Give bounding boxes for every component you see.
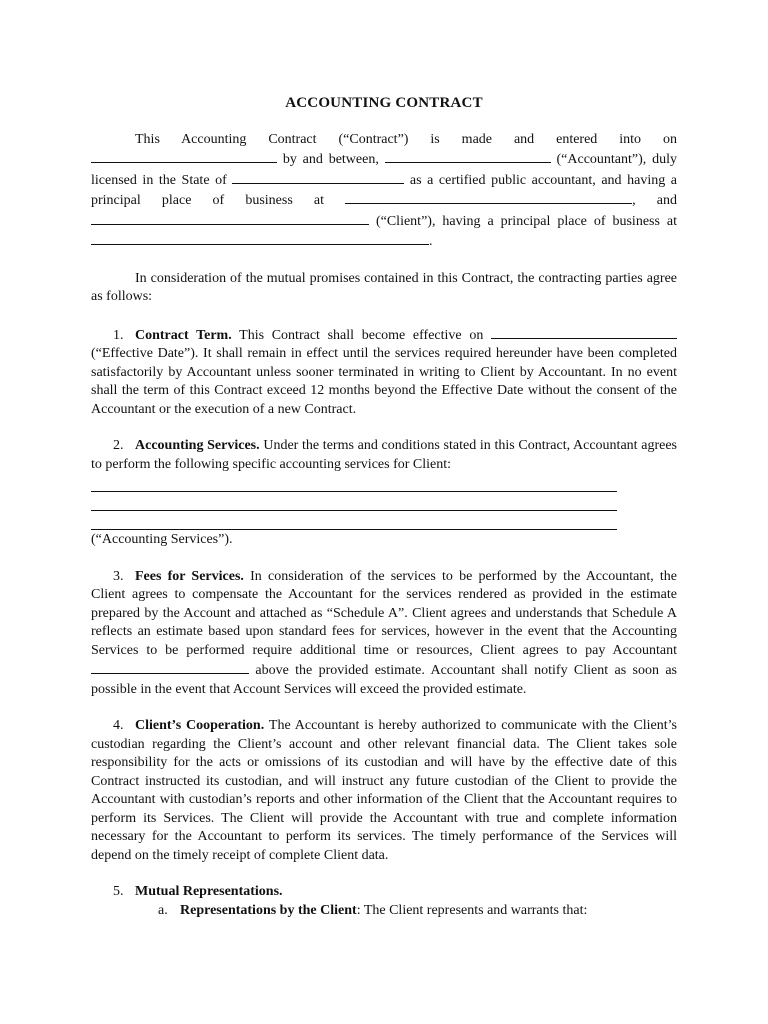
subsection-client-representations: [91, 902, 677, 921]
accountant-name-blank[interactable]: [385, 149, 551, 163]
section-number: 3.: [113, 568, 124, 584]
services-blank-line[interactable]: [91, 474, 617, 492]
section-text: above the provided estimate. Accountant shall notify Client as soon as possible in the event that Account Services will exceed the provided estimate.: [91, 663, 677, 697]
section-number: 5.: [113, 884, 124, 899]
section-number: 4.: [113, 718, 124, 733]
accountant-address-blank[interactable]: [345, 190, 632, 204]
consideration-paragraph: In consideration of the mutual promises contained in this Contract, the contracting parties agree as follows:: [91, 270, 677, 304]
section-text: (“Effective Date”). It shall remain in effect until the services required hereunder have been completed satisfactorily by Accountant unless sooner terminated in writing to Client by Accountant. In no event shall the term of this Contract exceed 12 months beyond the Effective Date without the consent of the Accountant or the execution of a new Contract.: [91, 346, 677, 417]
intro-text-8: .: [429, 234, 433, 249]
effective-date-blank[interactable]: [491, 325, 677, 339]
state-blank[interactable]: [232, 170, 404, 184]
document-title: ACCOUNTING CONTRACT: [285, 95, 483, 111]
services-blank-line[interactable]: [91, 493, 617, 511]
section-accounting-services: [91, 437, 677, 474]
intro-text-4: duly licensed in the State of: [91, 152, 678, 188]
section-text: This Contract shall become effective on: [239, 327, 484, 343]
intro-text-7: (“Client”), having a principal place of business at: [375, 213, 678, 229]
intro-text-3: (“Accountant”),: [556, 152, 647, 167]
section-contract-term: [91, 325, 677, 420]
date-blank[interactable]: [91, 149, 277, 163]
client-address-blank[interactable]: [91, 231, 429, 245]
intro-text-5: as a certified public accountant, and having a principal place of business at: [91, 172, 677, 208]
section-mutual-representations: [91, 883, 677, 902]
section-text: The Accountant is hereby authorized to communicate with the Client’s custodian regarding the Client’s account and other relevant financial data. The Client takes sole responsibility for the acts or omissions of its custodian and will have by the effective date of this Contract instructed its custodian, and will instruct any future custodian of the Client to provide the Accountant with custodian’s reports and other information of the Client that the Accountant requires to perform its Services. The Client will provide the Accountant with true and complete information necessary for the Accountant to perform its services. The timely performance of the Services will depend on the timely receipt of complete Client data.: [91, 718, 678, 863]
section-heading: Fees for Services.: [135, 568, 244, 584]
intro-text-1: This Accounting Contract (“Contract”) is made and entered into on: [135, 131, 677, 147]
section-number: 1.: [113, 327, 124, 343]
subsection-letter: a.: [158, 902, 168, 918]
additional-fee-blank[interactable]: [91, 660, 249, 674]
section-heading: Client’s Cooperation.: [135, 718, 265, 733]
document-body: [91, 94, 677, 920]
section-heading: Accounting Services.: [135, 438, 260, 453]
client-name-blank[interactable]: [91, 211, 369, 225]
section-client-cooperation: [91, 717, 677, 865]
services-label: (“Accounting Services”).: [91, 532, 233, 547]
section-text: In consideration of the services to be performed by the Accountant, the Client agrees to compensate the Accountant for the services rendered as provided in the estimate prepared by the Account and attached as “Schedule A”. Client agrees and understands that Schedule A reflects an estimate based upon standard fees for services, however in the event that the Accounting Services to be performed require additional time or resources, Client agrees to pay Accountant: [91, 568, 678, 658]
subsection-heading: Representations by the Client: [180, 902, 357, 918]
section-number: 2.: [113, 438, 124, 453]
intro-paragraph: [91, 131, 677, 252]
intro-text-6: , and: [632, 193, 677, 208]
services-blank-line[interactable]: [91, 512, 617, 530]
intro-text-2: by and between,: [282, 152, 379, 167]
section-text: Under the terms and conditions stated in this Contract, Accountant agrees to perform the following specific accounting services for Client:: [91, 438, 677, 472]
section-heading: Mutual Representations.: [135, 884, 283, 899]
section-fees: [91, 568, 677, 700]
subsection-text: : The Client represents and warrants that:: [356, 902, 588, 918]
section-heading: Contract Term.: [135, 327, 232, 343]
